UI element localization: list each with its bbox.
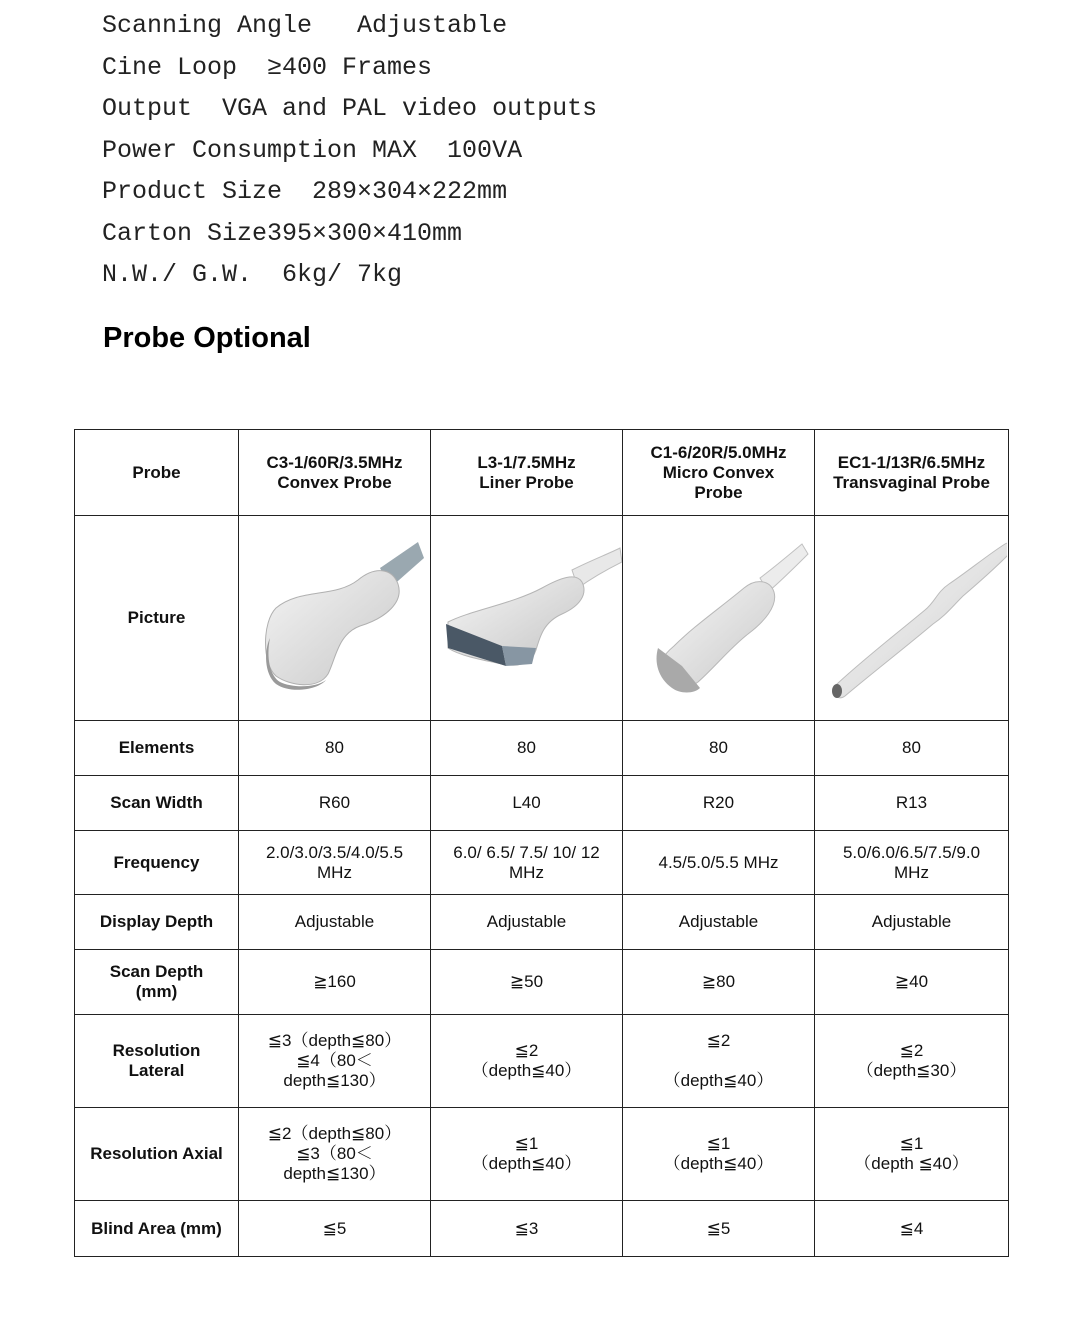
row-label-frequency: Frequency [75,831,239,895]
picture-convex [239,516,431,721]
table-cell: ≦2 （depth≦40） [431,1015,623,1108]
spec-weight: N.W./ G.W. 6kg/ 7kg [102,260,403,289]
picture-linear [431,516,623,721]
table-cell: ≦1 （depth≦40） [431,1108,623,1201]
table-row [75,1108,1009,1201]
spec-product-size: Product Size 289×304×222mm [102,177,508,206]
header-probe-linear: L3-1/7.5MHz Liner Probe [431,430,623,516]
spec-output: Output VGA and PAL video outputs [102,94,598,123]
table-cell: ≧40 [815,950,1009,1015]
table-cell: ≦3（depth≦80） ≦4（80＜ depth≦130） [239,1015,431,1108]
table-cell: Adjustable [815,895,1009,950]
table-row [75,950,1009,1015]
table-cell: Adjustable [431,895,623,950]
table-row [75,776,1009,831]
table-cell: ≧160 [239,950,431,1015]
table-cell: ≦2 （depth≦40） [623,1015,815,1108]
table-cell: 80 [431,721,623,776]
table-header-row [75,430,1009,516]
table-row [75,831,1009,895]
spec-scanning-angle: Scanning Angle Adjustable [102,11,508,40]
row-label-scan-width: Scan Width [75,776,239,831]
table-cell: 80 [815,721,1009,776]
table-cell: R20 [623,776,815,831]
table-cell: ≧50 [431,950,623,1015]
table-cell: Adjustable [623,895,815,950]
table-cell: ≦1 （depth ≦40） [815,1108,1009,1201]
table-cell: Adjustable [239,895,431,950]
convex-probe-icon [240,518,430,718]
header-probe-convex: C3-1/60R/3.5MHz Convex Probe [239,430,431,516]
table-cell: L40 [431,776,623,831]
probe-table [74,429,1009,1257]
table-row [75,1201,1009,1257]
row-label-scan-depth: Scan Depth (mm) [75,950,239,1015]
table-cell: ≦1 （depth≦40） [623,1108,815,1201]
table-cell: 6.0/ 6.5/ 7.5/ 10/ 12 MHz [431,831,623,895]
row-label-blind-area: Blind Area (mm) [75,1201,239,1257]
linear-probe-icon [432,518,622,718]
row-label-elements: Elements [75,721,239,776]
header-probe-transvaginal: EC1-1/13R/6.5MHz Transvaginal Probe [815,430,1009,516]
table-row [75,895,1009,950]
table-cell: R13 [815,776,1009,831]
table-cell: ≦2（depth≦80） ≦3（80＜ depth≦130） [239,1108,431,1201]
table-row [75,721,1009,776]
transvaginal-probe-icon [817,518,1007,718]
table-cell: ≦5 [623,1201,815,1257]
picture-transvaginal [815,516,1009,721]
micro-convex-probe-icon [624,518,814,718]
spec-list [102,8,597,299]
table-cell: 80 [623,721,815,776]
spec-carton-size: Carton Size395×300×410mm [102,218,463,248]
spec-cine-loop: Cine Loop ≥400 Frames [102,52,433,82]
table-cell: 5.0/6.0/6.5/7.5/9.0 MHz [815,831,1009,895]
picture-micro-convex [623,516,815,721]
section-heading: Probe Optional [103,322,311,354]
table-cell: 4.5/5.0/5.5 MHz [623,831,815,895]
table-cell: ≦5 [239,1201,431,1257]
table-cell: 2.0/3.0/3.5/4.0/5.5 MHz [239,831,431,895]
row-label-resolution-axial: Resolution Axial [75,1108,239,1201]
picture-row [75,516,1009,721]
row-label-resolution-lateral: Resolution Lateral [75,1015,239,1108]
row-label-display-depth: Display Depth [75,895,239,950]
table-cell: 80 [239,721,431,776]
spec-power-consumption: Power Consumption MAX 100VA [102,135,523,165]
header-label: Probe [75,430,239,516]
table-cell: ≦3 [431,1201,623,1257]
header-probe-micro-convex: C1-6/20R/5.0MHz Micro Convex Probe [623,430,815,516]
table-cell: ≧80 [623,950,815,1015]
table-cell: R60 [239,776,431,831]
row-label-picture: Picture [75,516,239,721]
table-cell: ≦4 [815,1201,1009,1257]
table-cell: ≦2 （depth≦30） [815,1015,1009,1108]
table-row [75,1015,1009,1108]
